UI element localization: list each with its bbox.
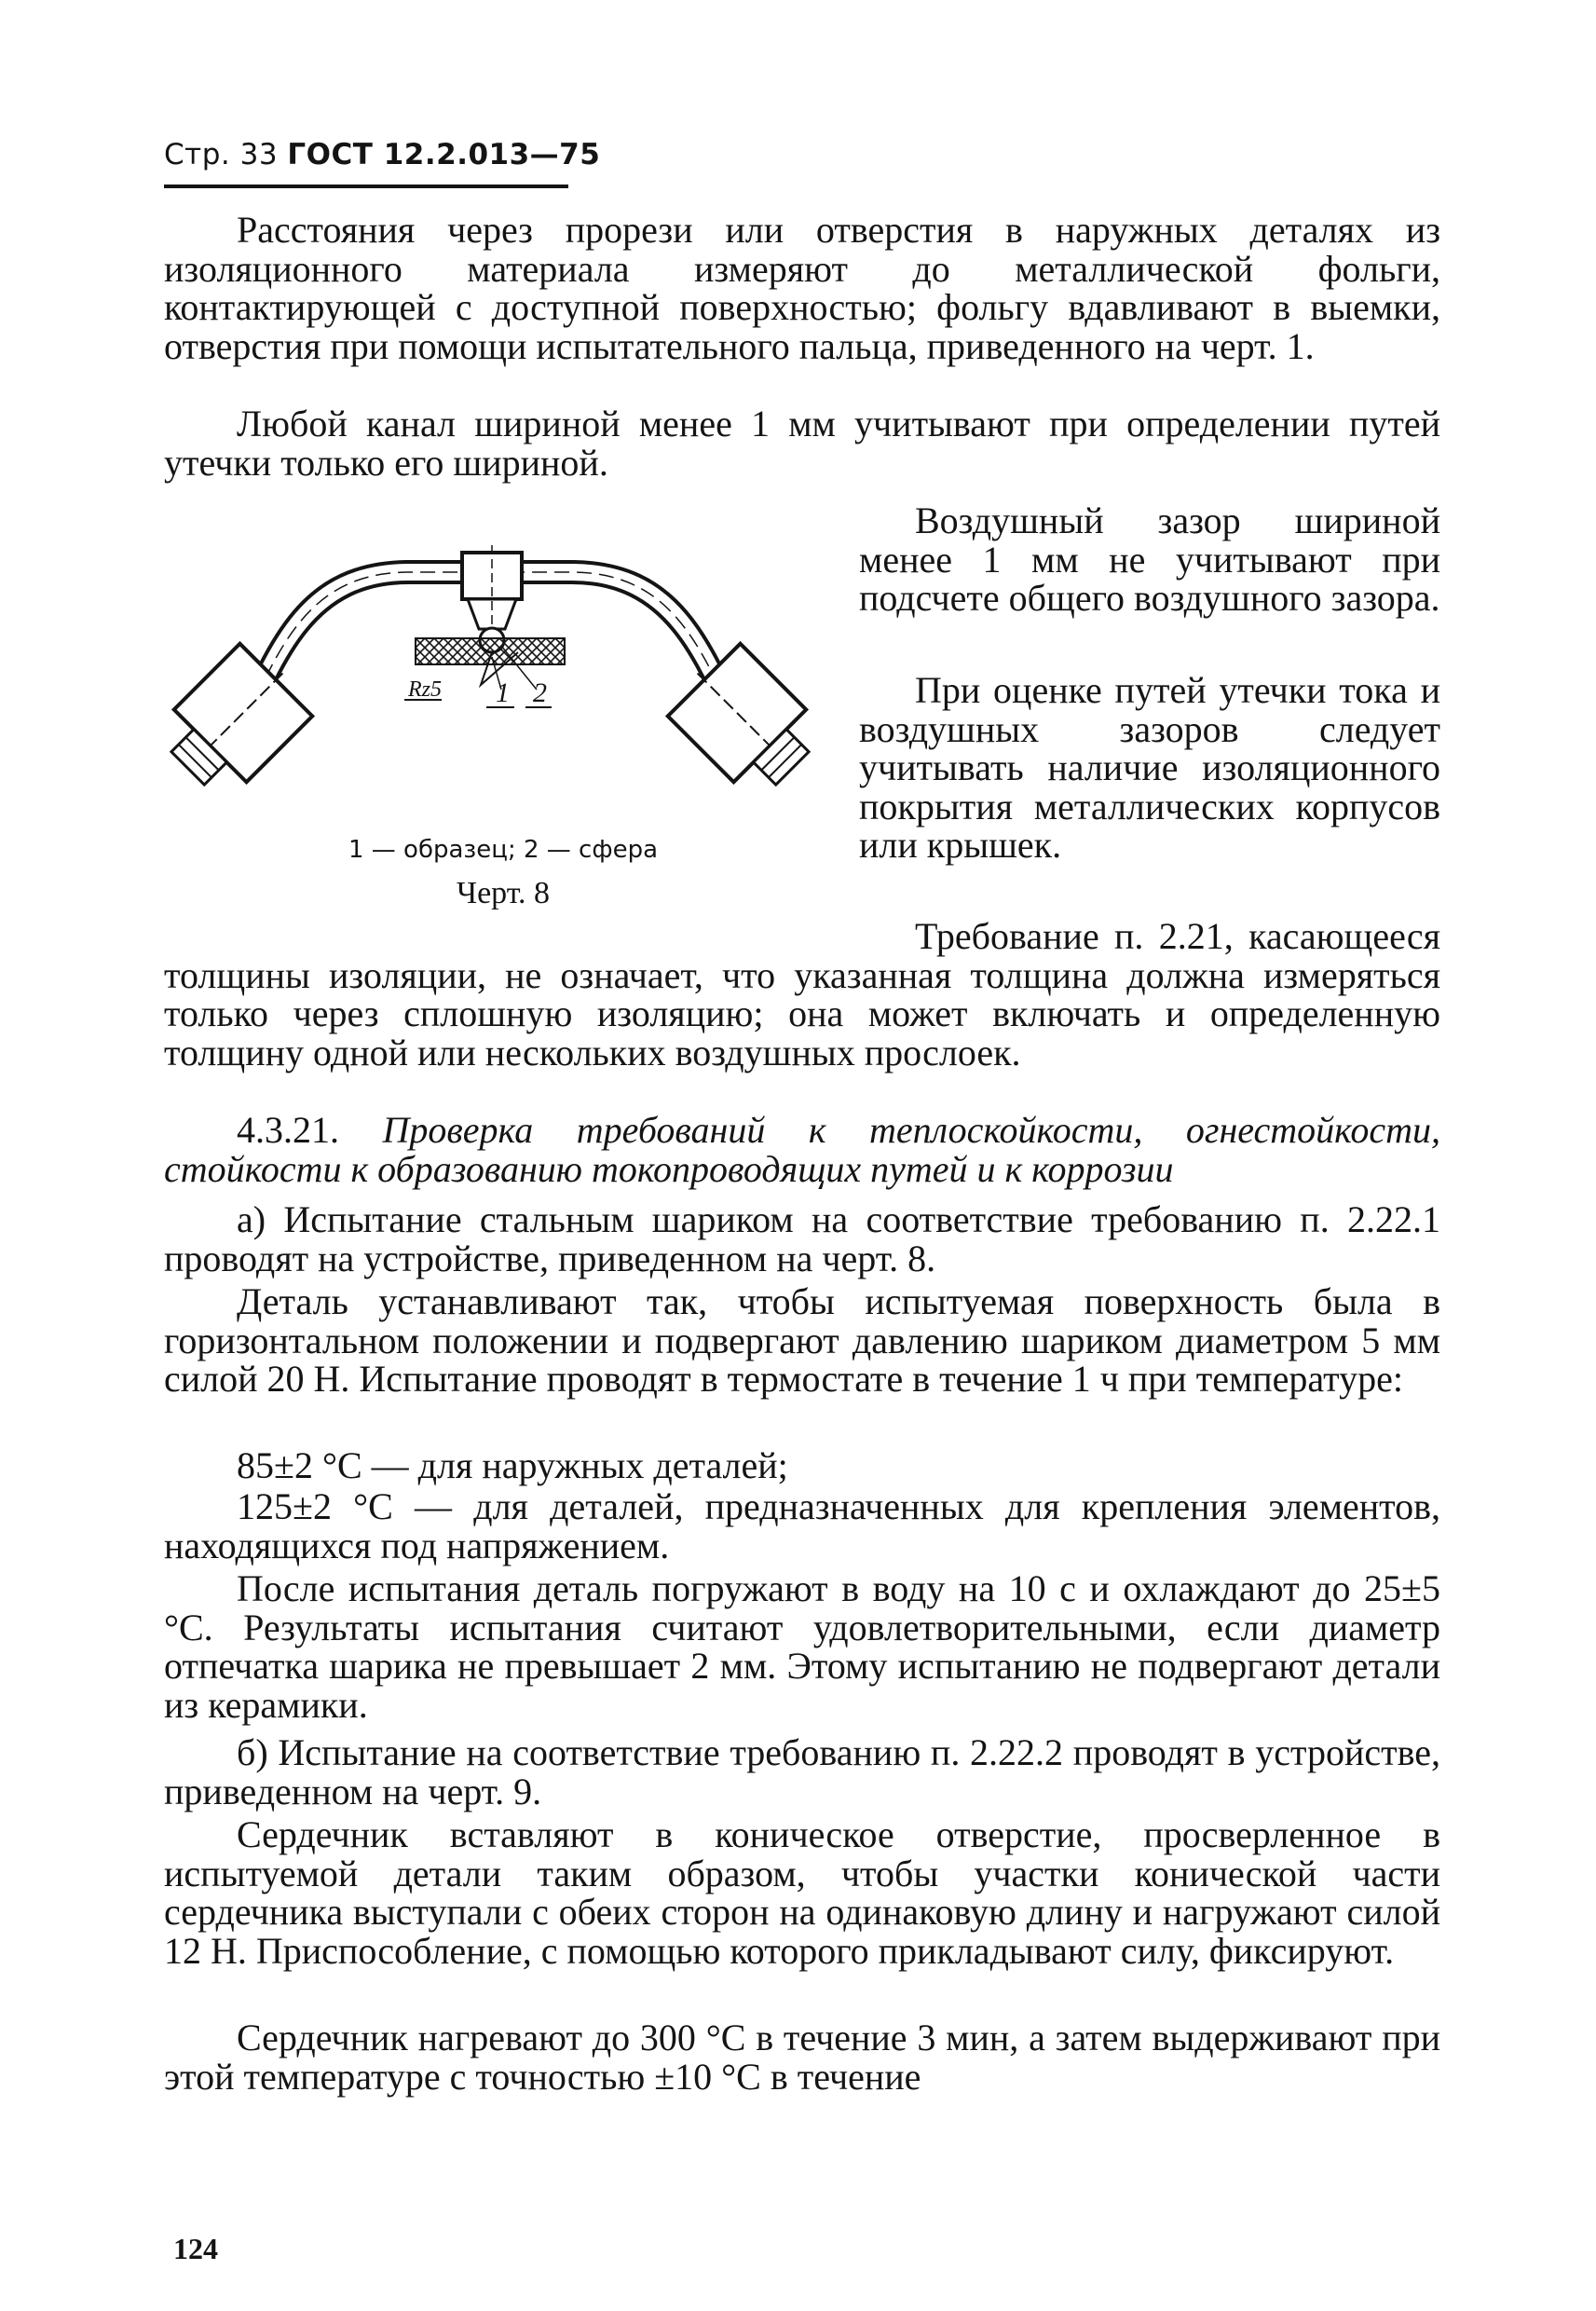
paragraph-leakage-paths: При оценке путей утечки тока и воздушных зазоров следует учитывать наличие изоляционного покрытия металлических корпусов или крышек. [859, 669, 1440, 866]
paragraph-core-insert: Сердечник вставляют в коническое отверстие, просверленное в испытуемой детали таким образом, чтобы участки конической части сердечника выступали с обеих сторон на одинаковую длину и нагружают силой 12 Н. Приспособление, с помощью которого прикладывают силу, фиксируют. [164, 1813, 1440, 1972]
figure-title: Черт. 8 [456, 876, 551, 910]
test-device-drawing [164, 536, 816, 834]
page-label: Стр. 33 [164, 138, 279, 171]
paragraph-channel-width: Любой канал шириной менее 1 мм учитывают при определении путей утечки только его шириной. [164, 403, 1440, 484]
label-sphere: 2 [533, 677, 547, 708]
paragraph-ball-test-setup: Деталь устанавливают так, чтобы испытуемая поверхность была в горизонтальном положении и подвергают давлению шариком диаметром 5 мм силой 20 Н. Испытание проводят в термостате в течение 1 ч при температуре: [164, 1280, 1440, 1400]
section-4-3-21 [164, 1111, 1440, 1188]
section-number: 4.3.21. [237, 1109, 339, 1151]
header-rule [164, 185, 568, 188]
roughness-label: Rz5 [408, 677, 442, 702]
drawing-8 [164, 536, 816, 834]
paragraph-foil-measurement: Расстояния через прорези или отверстия в наружных деталях из изоляционного материала измеряют до металлической фольги, контактирующей с доступной поверхностью; фольгу вдавливают в выемки, отверстия при помощи испытательного пальца, приведенного на черт. 1. [164, 209, 1440, 367]
label-specimen: 1 [496, 677, 510, 708]
paragraph-test-result: После испытания деталь погружают в воду на 10 с и охлаждают до 25±5 °С. Результаты испытания считают удовлетворительными, если диаметр отпечатка шарика не превышает 2 мм. Этому испытанию не подвергают детали из керамики. [164, 1567, 1440, 1726]
section-title: Проверка требований к теплоскойкости, огнестойкости, стойкости к образованию токопроводящих путей и к коррозии [164, 1109, 1441, 1190]
standard-number: ГОСТ 12.2.013—75 [287, 138, 601, 171]
paragraph-core-heating: Сердечник нагревают до 300 °С в течение 3 мин, а затем выдерживают при этой температуре с точностью ±10 °С в течение [164, 2017, 1440, 2098]
paragraph-temp-live-parts: 125±2 °С — для деталей, предназначенных для крепления элементов, находящихся под напряжением. [164, 1485, 1440, 1566]
paragraph-glow-test: б) Испытание на соответствие требованию п. 2.22.2 проводят в устройстве, приведенном на черт. 9. [164, 1731, 1440, 1812]
running-header [164, 138, 600, 171]
paragraph-insulation-thickness: Требование п. 2.21, касающееся толщины изоляции, не означает, что указанная толщина должна измеряться только через сплошную изоляцию; она может включать и определенную толщину одной или нескольких воздушных прослоек. [164, 915, 1440, 1073]
figure-caption: 1 — образец; 2 — сфера [348, 836, 659, 864]
page-number: 124 [173, 2232, 218, 2265]
paragraph-temp-outer: 85±2 °С — для наружных деталей; [237, 1444, 788, 1486]
paragraph-air-gap: Воздушный зазор шириной менее 1 мм не учитывают при подсчете общего воздушного зазора. [859, 499, 1440, 619]
paragraph-ball-test: а) Испытание стальным шариком на соответствие требованию п. 2.22.1 проводят на устройстве, приведенном на черт. 8. [164, 1198, 1440, 1279]
